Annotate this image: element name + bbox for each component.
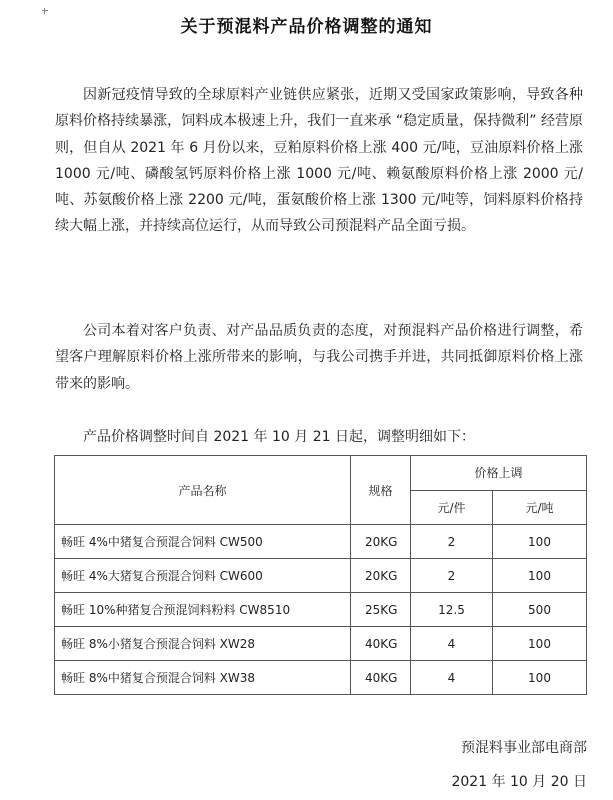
price-per-ton: 100: [493, 661, 587, 695]
price-per-piece: 4: [411, 661, 493, 695]
document-title: 关于预混料产品价格调整的通知: [180, 17, 433, 37]
header-spec: 规格: [351, 456, 411, 525]
table-row: [55, 593, 587, 627]
header-product-name: 产品名称: [55, 456, 351, 525]
product-name: 畅旺 10%种猪复合预混饲料粉料 CW8510: [55, 593, 351, 627]
table-row: [55, 525, 587, 559]
table-header-row: [55, 456, 587, 491]
price-per-piece: 2: [411, 525, 493, 559]
issue-date: 2021 年 10 月 20 日: [451, 774, 587, 790]
price-per-piece: 4: [411, 627, 493, 661]
paragraph-background: 因新冠疫情导致的全球原料产业链供应紧张，近期又受国家政策影响，导致各种原料价格持续暴涨，饲料成本极速上升，我们一直来承 “稳定质量，保持微利” 经营原则，但自从 2021 年 6 月份以来，豆粕原料价格上涨 400 元/吨，豆油原料价格上涨 1000 元/吨、磷酸氢钙原料价格上涨 1000 元/吨、赖氨酸原料价格上涨 2000 元/吨、苏氨酸价格上涨 2200 元/吨，蛋氨酸价格上涨 1300 元/吨等，饲料原料价格持续大幅上涨，并持续高位运行，从而导致公司预混料产品全面亏损。: [55, 87, 583, 235]
product-name: 畅旺 8%中猪复合预混合饲料 XW38: [55, 661, 351, 695]
paragraph-statement: 公司本着对客户负责、对产品品质负责的态度，对预混料产品价格进行调整，希望客户理解原料价格上涨所带来的影响，与我公司携手并进，共同抵御原料价格上涨带来的影响。: [55, 323, 583, 392]
product-spec: 20KG: [351, 525, 411, 559]
product-spec: 20KG: [351, 559, 411, 593]
table-row: [55, 661, 587, 695]
product-spec: 25KG: [351, 593, 411, 627]
price-per-ton: 100: [493, 627, 587, 661]
product-spec: 40KG: [351, 627, 411, 661]
price-per-ton: 100: [493, 559, 587, 593]
table-row: [55, 559, 587, 593]
product-name: 畅旺 8%小猪复合预混合饲料 XW28: [55, 627, 351, 661]
price-per-piece: 2: [411, 559, 493, 593]
paragraph-effective-date: 产品价格调整时间自 2021 年 10 月 21 日起，调整明细如下：: [83, 429, 475, 445]
table-row: [55, 627, 587, 661]
price-per-piece: 12.5: [411, 593, 493, 627]
price-adjustment-table: [54, 455, 587, 695]
header-per-piece: 元/件: [411, 490, 493, 525]
price-per-ton: 100: [493, 525, 587, 559]
price-per-ton: 500: [493, 593, 587, 627]
product-name: 畅旺 4%大猪复合预混合饲料 CW600: [55, 559, 351, 593]
header-price-adjust: 价格上调: [411, 456, 587, 491]
product-name: 畅旺 4%中猪复合预混合饲料 CW500: [55, 525, 351, 559]
product-spec: 40KG: [351, 661, 411, 695]
header-per-ton: 元/吨: [493, 490, 587, 525]
issuing-department: 预混料事业部电商部: [461, 740, 587, 756]
